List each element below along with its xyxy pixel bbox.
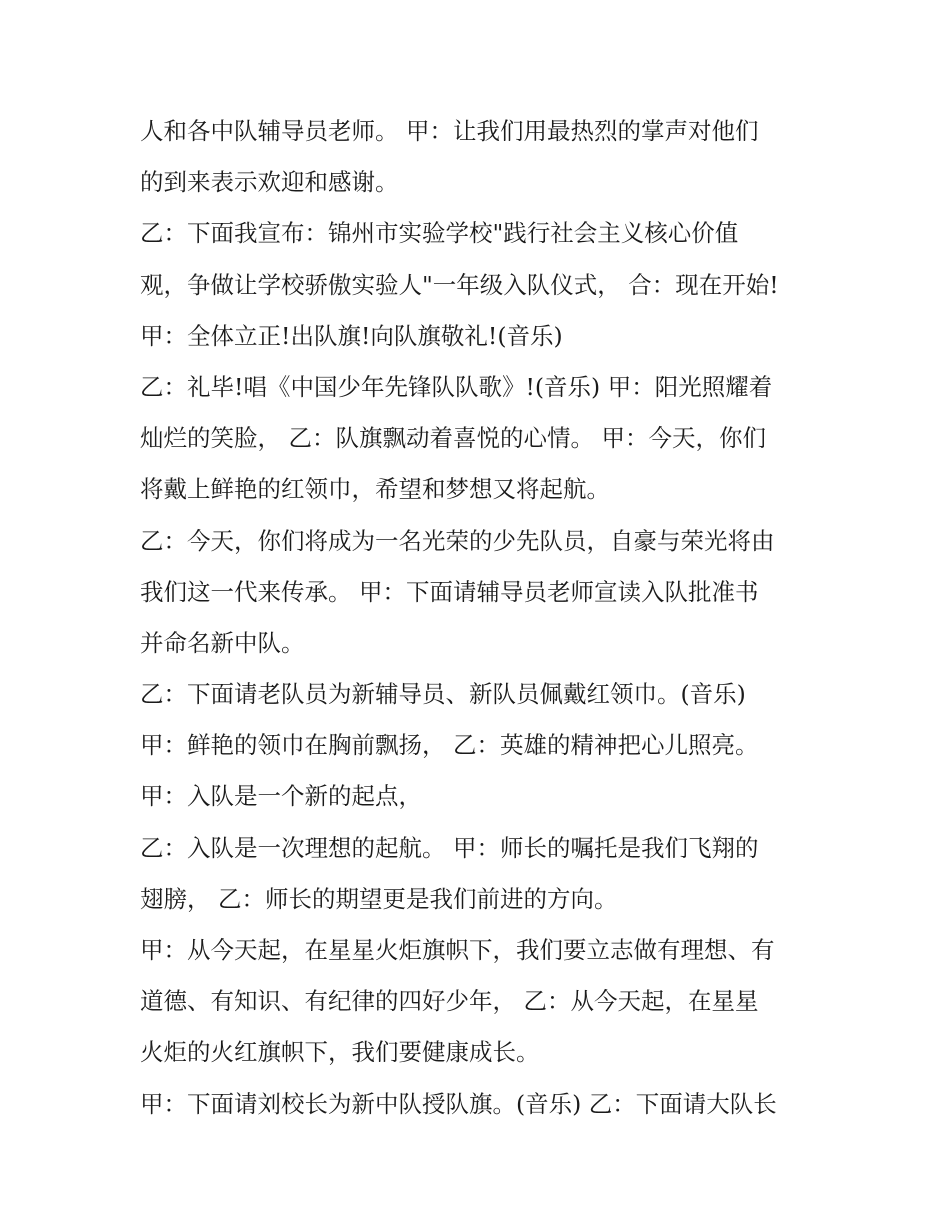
text-line: 的到来表示欢迎和感谢。 <box>140 168 399 197</box>
text-line: 乙：下面我宣布：锦州市实验学校"践行社会主义核心价值 <box>140 219 739 248</box>
text-line: 并命名新中队。 <box>140 628 305 657</box>
text-line: 乙：礼毕!唱《中国少年先锋队队歌》!(音乐) 甲：阳光照耀着 <box>140 372 773 401</box>
text-line: 乙：下面请老队员为新辅导员、新队员佩戴红领巾。(音乐) <box>140 680 746 709</box>
text-line: 灿烂的笑脸， 乙：队旗飘动着喜悦的心情。 甲：今天，你们 <box>140 424 766 453</box>
text-line: 乙：今天，你们将成为一名光荣的少先队员，自豪与荣光将由 <box>140 526 775 555</box>
text-line: 甲：从今天起，在星星火炬旗帜下，我们要立志做有理想、有 <box>140 936 775 964</box>
text-line: 乙：入队是一次理想的起航。 甲：师长的嘱托是我们飞翔的 <box>140 833 759 862</box>
text-line: 甲：下面请刘校长为新中队授队旗。(音乐) 乙：下面请大队长 <box>140 1089 777 1118</box>
text-line: 甲：入队是一个新的起点， <box>140 782 422 811</box>
text-line: 道德、有知识、有纪律的四好少年， 乙：从今天起，在星星 <box>140 987 759 1016</box>
document-body <box>140 106 820 1130</box>
text-line: 人和各中队辅导员老师。 甲：让我们用最热烈的掌声对他们 <box>140 117 759 145</box>
text-line: 火炬的火红旗帜下，我们要健康成长。 <box>140 1038 540 1067</box>
text-line: 甲：全体立正!出队旗!向队旗敬礼!(音乐) <box>140 321 563 350</box>
text-line: 观，争做让学校骄傲实验人"一年级入队仪式， 合：现在开始! <box>140 270 779 299</box>
text-line: 我们这一代来传承。 甲：下面请辅导员老师宣读入队批准书 <box>140 577 759 606</box>
text-line: 翅膀， 乙：师长的期望更是我们前进的方向。 <box>140 884 618 913</box>
text-line: 甲：鲜艳的领巾在胸前飘扬， 乙：英雄的精神把心儿照亮。 <box>140 731 759 760</box>
text-line: 将戴上鲜艳的红领巾，希望和梦想又将起航。 <box>140 475 610 504</box>
